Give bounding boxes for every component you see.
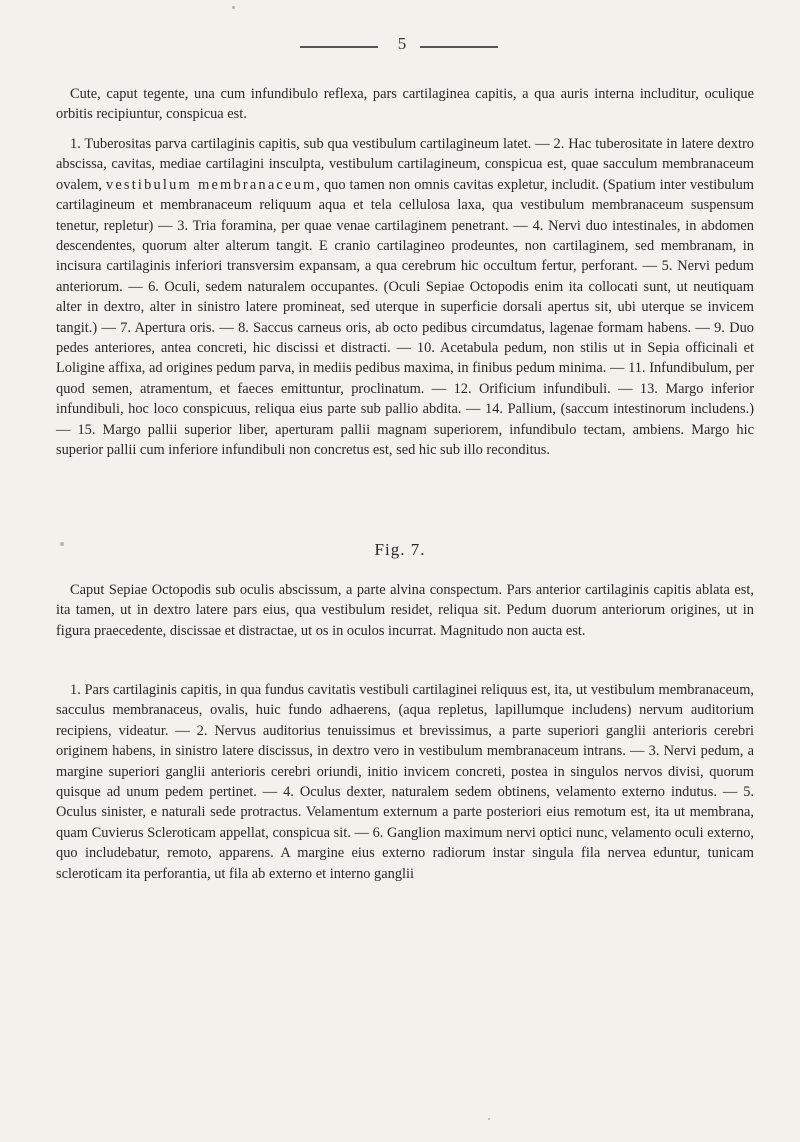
paragraph-intro: Cute, caput tegente, una cum infundibulo reflexa, pars cartilaginea capitis, a qua auris interna includitur, oculique orbitis recipiuntur, conspicua est. <box>56 86 754 123</box>
paper-speck <box>60 542 64 546</box>
legend-part-a: 1. Tuberositas parva cartilaginis capitis, sub qua vestibulum cartilagineum latet. — 2. Hac tuberositate in latere dextro abscissa, cavitas, mediae cartilagini insculpta, vestibulum cartilagineum, conspicua est, quae sacculum membranaceum ovalem, <box>56 136 754 193</box>
paper-speck <box>488 1118 490 1120</box>
page-number: 5 <box>397 34 407 53</box>
page-header <box>0 18 800 53</box>
header-rule-right <box>420 46 498 48</box>
paper-speck <box>232 6 235 9</box>
paragraph-fig6-legend <box>56 134 754 461</box>
paragraph-fig7-description: Caput Sepiae Octopodis sub oculis abscissum, a parte alvina conspectum. Pars anterior cartilaginis capitis ablata est, ita tamen, ut in dextro latere pars eius, qua vestibulum residet, reliqua sit. Pedum duorum anteriorum origines, ut in figura praecedente, discissae et distractae, ut os in oculos incurrat. Magnitudo non aucta est. <box>56 582 754 639</box>
figure-title: Fig. 7. <box>374 540 426 559</box>
header-rule-left <box>300 46 378 48</box>
vestibulum-membranaceum-term: vestibulum membranaceum <box>105 176 317 193</box>
legend-part-b: , quo tamen non omnis cavitas expletur, includit. (Spatium inter vestibulum cartilagineum et membranaceum reliquum aqua et tela cellulosa laxa, qua vestibulum membranaceum suspensum tenetur, repletur) — 3. Tria foramina, per quae venae cartilaginem penetrant. — 4. Nervi duo intestinales, in abdomen descendentes, quorum alter alterum tangit. E cranio cartilagineo prodeuntes, non cartilaginem, sed membranam, in incisura cartilaginis inferiori transversim expansam, a qua cerebrum hic occultum fertur, perforant. — 5. Nervi pedum anteriorum. — 6. Oculi, sedem naturalem occupantes. (Oculi Sepiae Octopodis enim ita collocati sunt, ut neutiquam alter in dextro, alter in sinistro latere promineat, sed uterque in superficie dorsali apertus sit, ubi uterque se invicem tangit.) — 7. Apertura oris. — 8. Saccus carneus oris, ab octo pedibus circumdatus, lagenae formam habens. — 9. Duo pedes anteriores, antea concreti, hic discissi et distracti. — 10. Acetabula pedum, non stilis ut in Sepia officinali et Loligine affixa, ad origines pedum parva, in mediis pedibus maxima, in finibus pedum minima. — 11. Infundibulum, per quod semen, atramentum, et faeces emittuntur, proclinatum. — 12. Orificium infundibuli. — 13. Margo inferior infundibuli, hoc loco conspicuus, reliqua eius parte sub pallio abdita. — 14. Pallium, (saccum intestinorum includens.) — 15. Margo pallii superior liber, aperturam pallii magnam superiorem, infundibulo tectam, ambiens. Margo hic superior pallii cum inferiore infundibuli non concretus est, sed hic sub illo reconditus. <box>56 176 754 459</box>
paragraph-fig7-legend: 1. Pars cartilaginis capitis, in qua fundus cavitatis vestibuli cartilaginei reliquus est, ita, ut vestibulum membranaceum, sacculus membranaceus, ovalis, huic fundo adhaerens, (aqua repletus, lapillumque includens) nervum auditorium recipiens, videatur. — 2. Nervus auditorius tenuissimus et brevissimus, a parte superiori ganglii anterioris cerebri originem habens, in sinistro latere discissus, in dextro vero in vestibulum membranaceum intrans. — 3. Nervi pedum, a margine superiori ganglii anterioris cerebri oriundi, initio invicem concreti, postea in singulos nervos divisi, quorum quisque ad unum pedem pertinet. — 4. Oculus dexter, naturalem sedem obtinens, velamento externo indutus. — 5. Oculus sinister, e naturali sede protractus. Velamentum externum a parte posteriori eius remotum est, ita ut membrana, quam Cuvierus Scleroticam appellat, conspicua sit. — 6. Ganglion maximum nervi optici nunc, velamento oculi externo, quo includebatur, remoto, apparens. A margine eius externo radiorum instar singula fila nervea eduntur, tunicam scleroticam ita perforantia, ut fila ab externo et interno ganglii <box>56 682 754 882</box>
